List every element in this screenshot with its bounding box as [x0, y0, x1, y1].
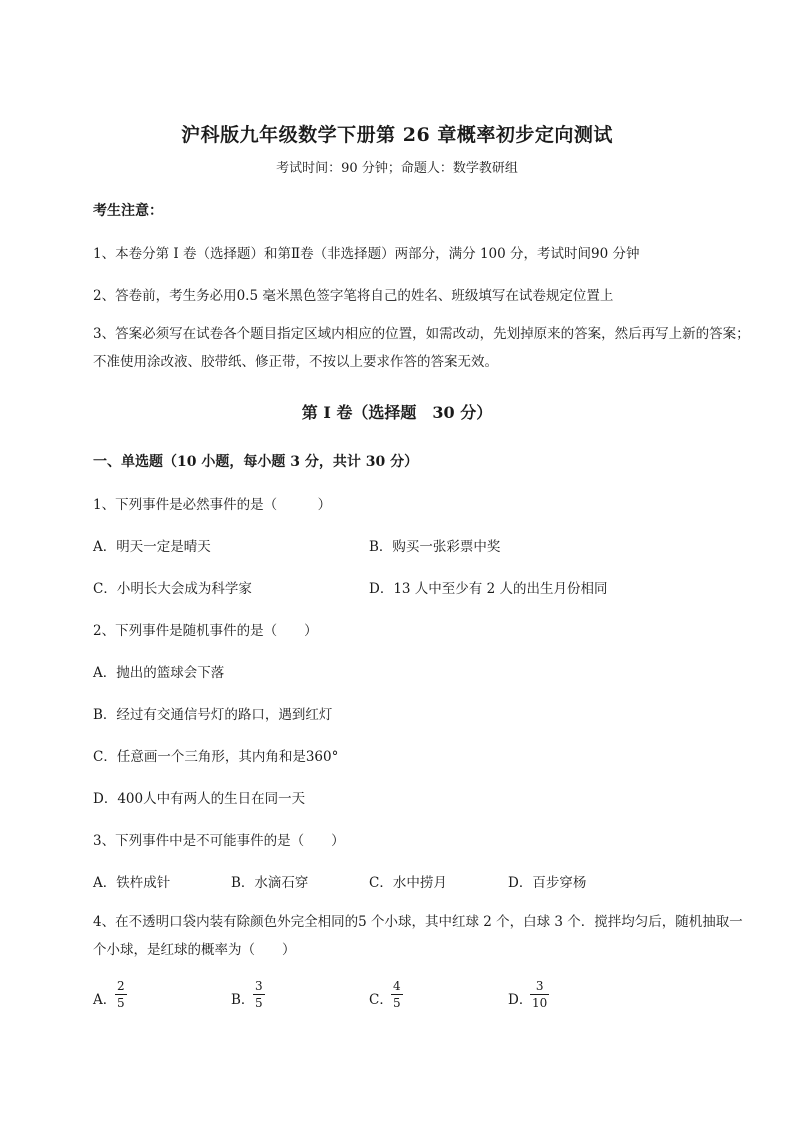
- question-3-option-c: C．水中捞月: [369, 875, 447, 891]
- fraction-numerator: 3: [535, 979, 544, 993]
- question-2-option-d: D．400人中有两人的生日在同一天: [93, 791, 306, 807]
- section-title: 第 I 卷（选择题 30 分）: [301, 403, 493, 422]
- fraction-denominator: 5: [117, 996, 125, 1010]
- question-4-option-a-fraction: [115, 979, 127, 1010]
- question-4-option-d-label: D．: [508, 992, 533, 1008]
- notice-item-1: 1、本卷分第 I 卷（选择题）和第Ⅱ卷（非选择题）两部分，满分 100 分，考试时间90 分钟: [93, 246, 640, 262]
- question-1-option-b: B．购买一张彩票中奖: [369, 539, 501, 555]
- question-2-option-a: A．抛出的篮球会下落: [93, 665, 225, 681]
- fraction-bar: [530, 994, 549, 995]
- fraction-numerator: 4: [393, 979, 401, 993]
- exam-info: 考试时间：90 分钟；命题人：数学教研组: [276, 161, 518, 176]
- question-1-option-d: D．13 人中至少有 2 人的出生月份相同: [369, 581, 608, 597]
- fraction-bar: [115, 994, 127, 995]
- question-1-option-a: A．明天一定是晴天: [93, 539, 211, 555]
- question-2-stem: 2、下列事件是随机事件的是（ ）: [93, 623, 318, 639]
- question-1-option-c: C．小明长大会成为科学家: [93, 581, 252, 597]
- question-2-option-b: B．经过有交通信号灯的路口，遇到红灯: [93, 707, 333, 723]
- question-3-option-a: A．铁杵成针: [93, 875, 171, 891]
- question-2-option-c: C．任意画一个三角形，其内角和是360°: [93, 749, 339, 765]
- fraction-numerator: 3: [255, 979, 263, 993]
- page-title: 沪科版九年级数学下册第 26 章概率初步定向测试: [181, 124, 613, 146]
- question-4-option-a-label: A．: [93, 992, 117, 1008]
- fraction-bar: [253, 994, 265, 995]
- notice-item-2: 2、答卷前，考生务必用0.5 毫米黑色签字笔将自己的姓名、班级填写在试卷规定位置上: [93, 288, 614, 304]
- fraction-numerator: 2: [117, 979, 125, 993]
- question-4-option-d-fraction: [530, 979, 549, 1010]
- notice-heading: 考生注意：: [93, 203, 163, 219]
- question-3-stem: 3、下列事件中是不可能事件的是（ ）: [93, 833, 345, 849]
- question-3-option-b: B．水滴石穿: [231, 875, 309, 891]
- fraction-denominator: 5: [393, 996, 401, 1010]
- question-1-stem: 1、下列事件是必然事件的是（ ）: [93, 497, 332, 513]
- question-4-option-c-fraction: [391, 979, 403, 1010]
- question-4-option-b-label: B．: [231, 992, 255, 1008]
- part-heading: 一、单选题（10 小题，每小题 3 分，共计 30 分）: [93, 454, 419, 470]
- question-4-stem: 4、在不透明口袋内装有除颜色外完全相同的5 个小球，其中红球 2 个，白球 3 个．搅拌均匀后，随机抽取一个小球，是红球的概率为（ ）: [93, 914, 743, 958]
- question-4-option-b-fraction: [253, 979, 265, 1010]
- fraction-bar: [391, 994, 403, 995]
- notice-item-3: 3、答案必须写在试卷各个题目指定区域内相应的位置，如需改动，先划掉原来的答案，然后再写上新的答案；不准使用涂改液、胶带纸、修正带，不按以上要求作答的答案无效。: [93, 326, 750, 370]
- fraction-denominator: 10: [532, 996, 548, 1010]
- fraction-denominator: 5: [255, 996, 263, 1010]
- question-3-option-d: D．百步穿杨: [508, 875, 587, 891]
- question-4-option-c-label: C．: [369, 992, 393, 1008]
